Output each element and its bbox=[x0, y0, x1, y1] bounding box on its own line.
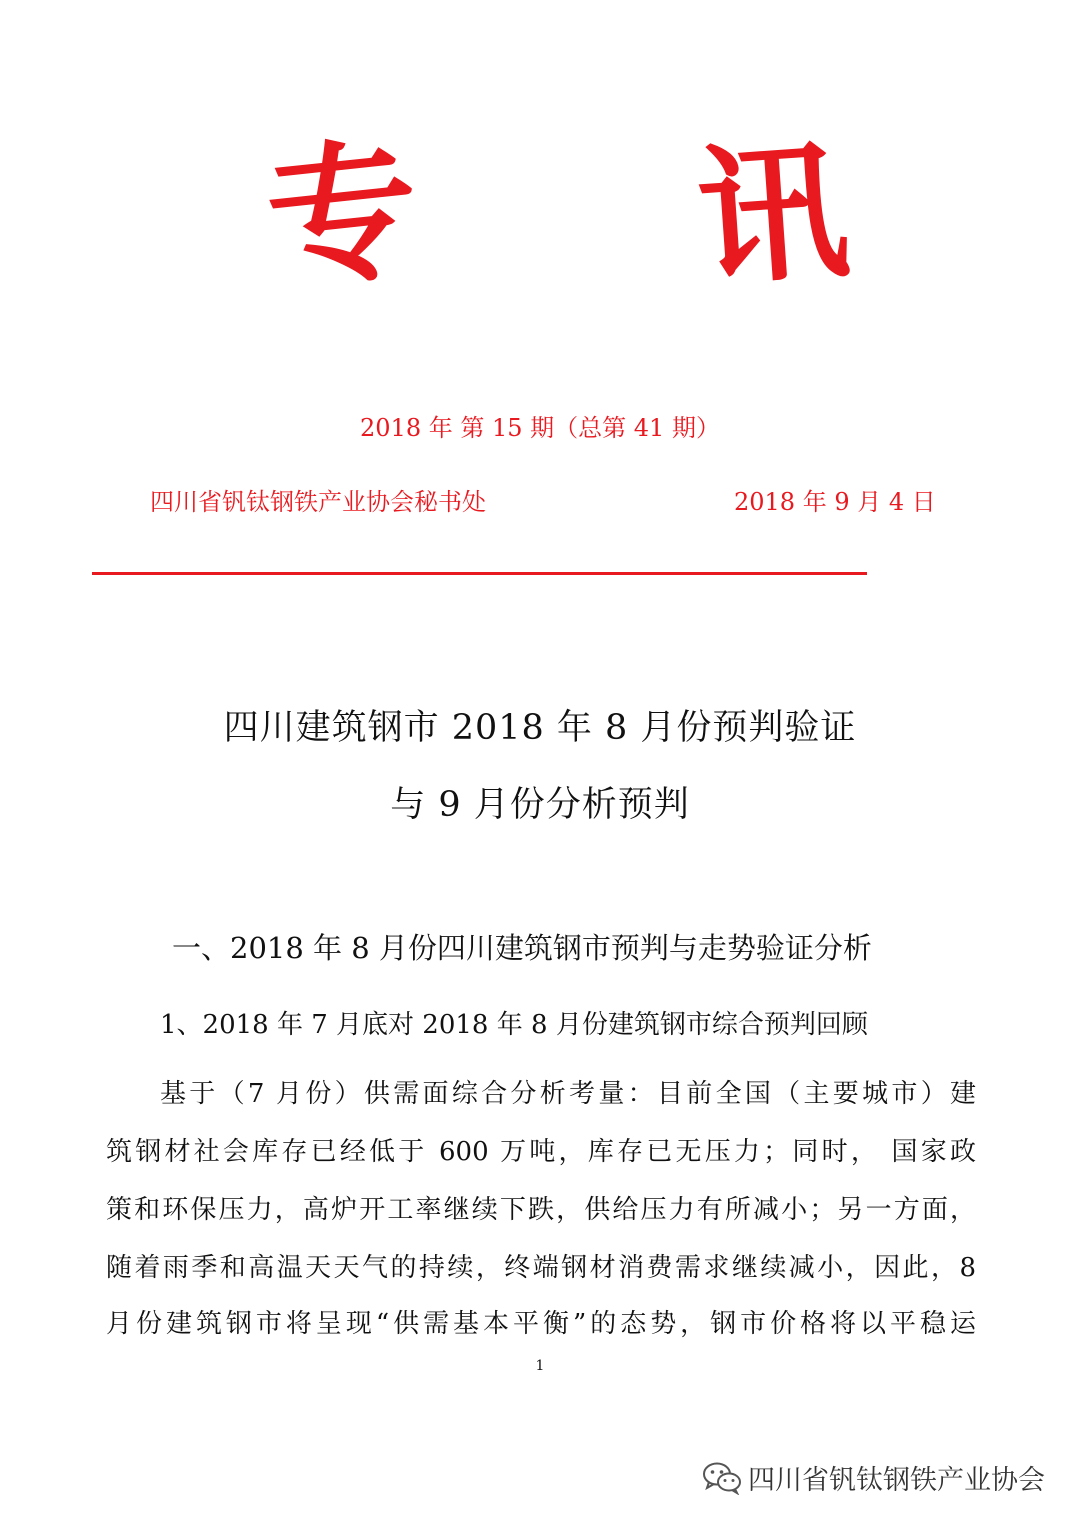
issue-number: 2018 年 第 15 期（总第 41 期） bbox=[360, 414, 720, 442]
wechat-icon bbox=[702, 1461, 742, 1495]
body-line: 策和环保压力，高炉开工率继续下跌，供给压力有所减小；另一方面， bbox=[106, 1195, 976, 1225]
subsection-heading: 1、2018 年 7 月底对 2018 年 8 月份建筑钢市综合预判回顾 bbox=[160, 1010, 868, 1040]
header-divider bbox=[92, 572, 867, 575]
body-line: 月份建筑钢市将呈现“供需基本平衡”的态势，钢市价格将以平稳运 bbox=[106, 1309, 976, 1339]
issue-date: 2018 年 9 月 4 日 bbox=[734, 488, 936, 516]
issuer-name: 四川省钒钛钢铁产业协会秘书处 bbox=[150, 488, 486, 516]
body-line: 随着雨季和高温天天气的持续，终端钢材消费需求继续减小，因此，8 bbox=[106, 1253, 976, 1283]
section-heading: 一、2018 年 8 月份四川建筑钢市预判与走势验证分析 bbox=[172, 931, 872, 965]
masthead-char-xun: 讯 bbox=[692, 121, 854, 309]
watermark bbox=[702, 1458, 1045, 1497]
body-line: 基于（7 月份）供需面综合分析考量：目前全国（主要城市）建 bbox=[160, 1079, 976, 1109]
body-line: 筑钢材社会库存已经低于 600 万吨，库存已无压力；同时， 国家政 bbox=[106, 1137, 976, 1167]
document-title-line1: 四川建筑钢市 2018 年 8 月份预判验证 bbox=[223, 708, 857, 748]
document-title-line2: 与 9 月份分析预判 bbox=[390, 785, 690, 825]
masthead-char-zhuan: 专 bbox=[259, 119, 427, 311]
watermark-text: 四川省钒钛钢铁产业协会 bbox=[748, 1465, 1045, 1496]
page-number: 1 bbox=[535, 1358, 545, 1374]
